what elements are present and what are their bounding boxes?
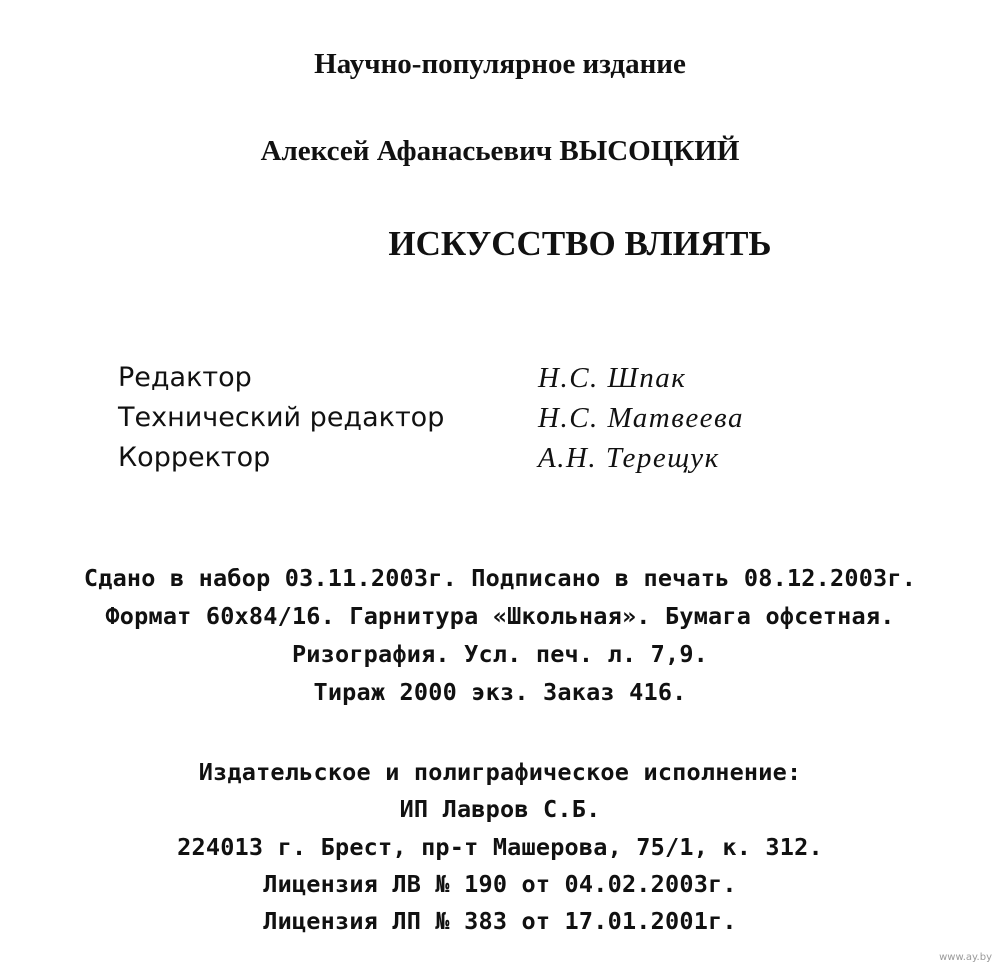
publisher-line: Лицензия ЛП № 383 от 17.01.2001г.	[263, 907, 737, 935]
credit-role: Корректор	[118, 442, 271, 473]
imprint-line: Тираж 2000 экз. Заказ 416.	[313, 678, 687, 706]
credit-role: Технический редактор	[118, 402, 445, 433]
credit-role: Редактор	[118, 362, 252, 393]
credit-row-proofreader	[118, 442, 878, 482]
credit-row-technical-editor	[118, 402, 878, 442]
credit-name: А.Н. Терещук	[538, 442, 720, 474]
watermark-label: www.ay.by	[939, 952, 992, 963]
imprint-line: Ризография. Усл. печ. л. 7,9.	[291, 640, 709, 668]
credit-name: Н.С. Шпак	[538, 362, 687, 394]
publisher-line: ИП Лавров С.Б.	[399, 795, 601, 823]
book-title: ИСКУССТВО ВЛИЯТЬ	[388, 224, 772, 263]
genre-label: Научно-популярное издание	[314, 48, 686, 80]
credit-name: Н.С. Матвеева	[538, 402, 744, 434]
publisher-line: Издательское и полиграфическое исполнение:	[198, 758, 802, 786]
credit-row-editor	[118, 362, 878, 402]
credits-block	[118, 362, 878, 482]
publisher-line: 224013 г. Брест, пр-т Машерова, 75/1, к. 312.	[177, 833, 823, 861]
imprint-line: Формат 60x84/16. Гарнитура «Школьная». Бумага офсетная.	[105, 602, 895, 630]
imprint-line: Сдано в набор 03.11.2003г. Подписано в печать 08.12.2003г.	[83, 564, 917, 592]
publisher-line: Лицензия ЛВ № 190 от 04.02.2003г.	[263, 870, 737, 898]
author-name: Алексей Афанасьевич ВЫСОЦКИЙ	[260, 135, 740, 167]
